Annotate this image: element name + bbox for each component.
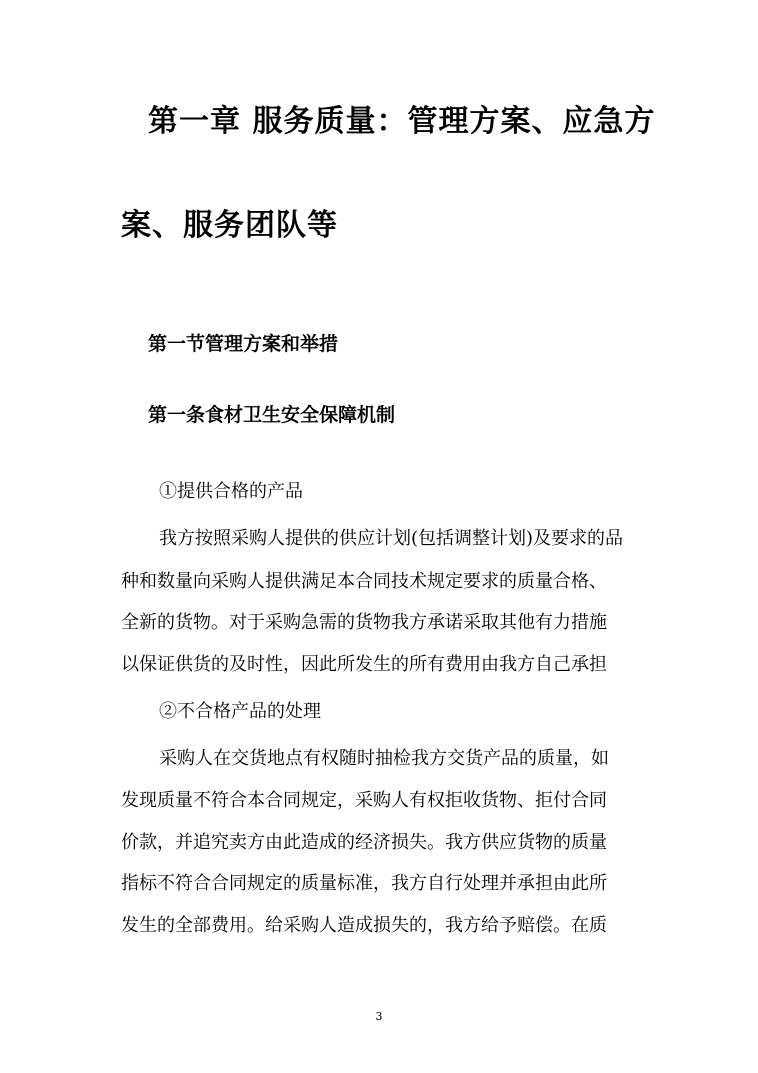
item1-line-1: 我方按照采购人提供的供应计划(包括调整计划)及要求的品: [159, 528, 624, 549]
item2-heading: ②不合格产品的处理: [159, 701, 321, 722]
item1-line-4: 以保证供货的及时性，因此所发生的所有费用由我方自己承担: [121, 654, 607, 675]
item2-line-2: 发现质量不符合本合同规定，采购人有权拒收货物、拒付合同: [121, 790, 607, 811]
item1-line-3: 全新的货物。对于采购急需的货物我方承诺采取其他有力措施: [121, 612, 607, 633]
item1-line-2: 种和数量向采购人提供满足本合同技术规定要求的质量合格、: [121, 571, 607, 592]
chapter-title-line-1: 第一章 服务质量：管理方案、应急方: [148, 104, 656, 139]
item2-line-5: 发生的全部费用。给采购人造成损失的，我方给予赔偿。在质: [121, 915, 607, 936]
chapter-title-line-2: 案、服务团队等: [121, 208, 338, 243]
item2-line-3: 价款，并追究卖方由此造成的经济损失。我方供应货物的质量: [121, 832, 607, 853]
item2-line-4: 指标不符合合同规定的质量标准，我方自行处理并承担由此所: [121, 873, 607, 894]
item2-line-1: 采购人在交货地点有权随时抽检我方交货产品的质量，如: [159, 748, 609, 769]
item1-heading: ①提供合格的产品: [159, 481, 303, 502]
article-title: 第一条食材卫生安全保障机制: [148, 404, 396, 426]
page-number: 3: [375, 1010, 383, 1023]
section-title: 第一节管理方案和举措: [148, 333, 339, 355]
